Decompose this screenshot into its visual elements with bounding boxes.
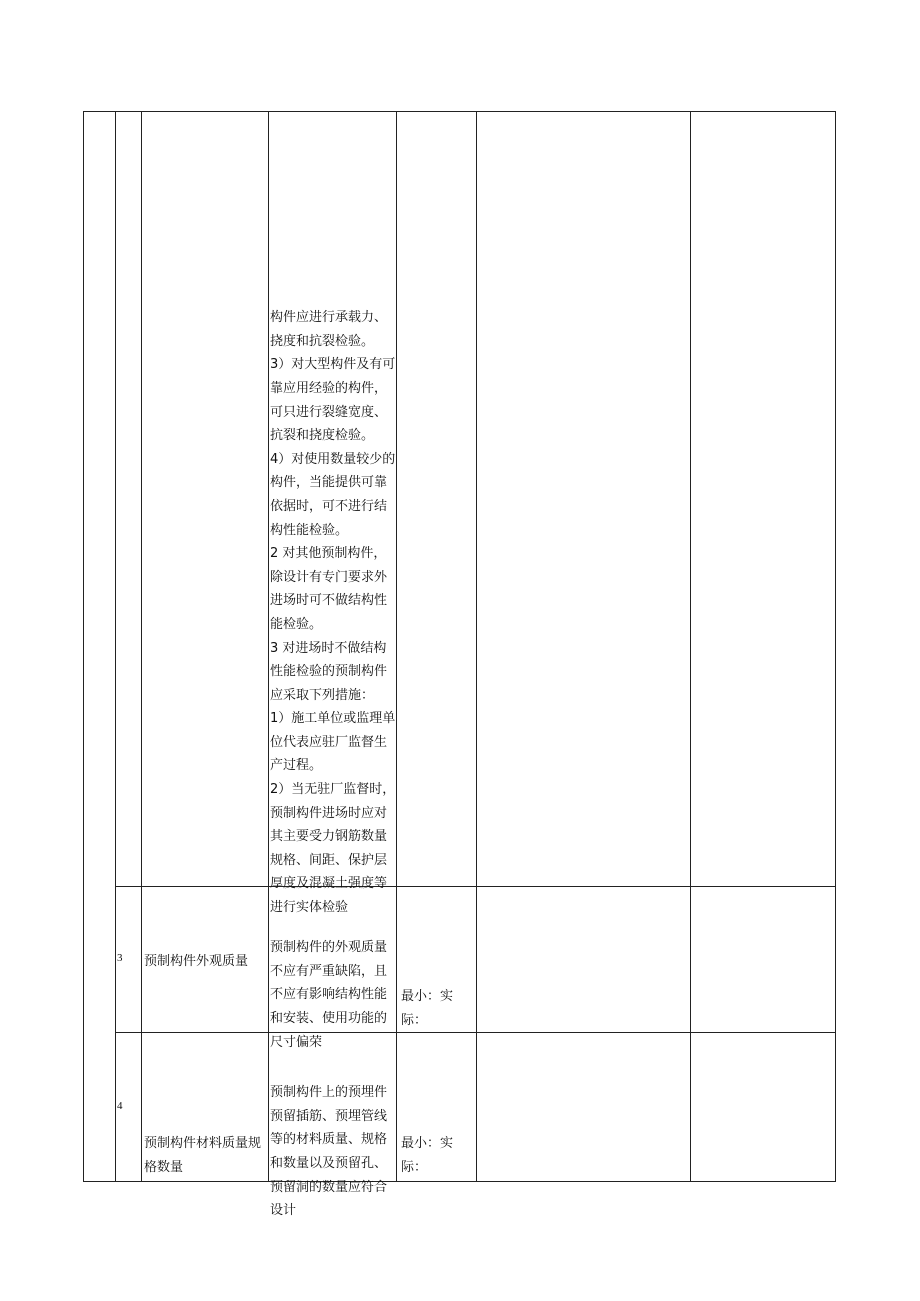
requirement-line: 可只进行裂缝宽度、 bbox=[270, 404, 388, 420]
requirement-line: 规格、间距、保护层 bbox=[270, 852, 388, 868]
requirement-line: 构性能检验。 bbox=[270, 522, 349, 538]
col-divider bbox=[141, 112, 142, 1181]
requirement-line: 预制构件上的预埋件 bbox=[270, 1085, 388, 1101]
requirement-line: 进场时可不做结构性 bbox=[270, 593, 388, 609]
row-number: 4 bbox=[117, 1100, 123, 1112]
col-divider bbox=[115, 112, 116, 1181]
requirement-line: 挠度和抗裂检验。 bbox=[270, 333, 375, 349]
requirement-line: 抗裂和挠度检验。 bbox=[270, 428, 375, 444]
col-divider bbox=[396, 112, 397, 1181]
requirement-line: 和安装、使用功能的 bbox=[270, 1010, 388, 1026]
requirement-line: 和数量以及预留孔、 bbox=[270, 1155, 388, 1171]
requirement-line: 设计 bbox=[270, 1203, 297, 1219]
requirement-line: 性能检验的预制构件 bbox=[270, 664, 388, 680]
sample-line: 最小：实 bbox=[401, 989, 454, 1005]
sample-line: 际： bbox=[401, 1159, 428, 1175]
requirement-line: 尺寸偏荣 bbox=[270, 1034, 323, 1050]
requirement-line: 不应有严重缺陷，且 bbox=[270, 963, 388, 979]
requirement-line: 构件，当能提供可靠 bbox=[270, 475, 388, 491]
requirement-line: 预制构件进场时应对 bbox=[270, 805, 388, 821]
requirement-line: 预留插筋、预埋管线 bbox=[270, 1108, 388, 1124]
col-divider bbox=[476, 112, 477, 1181]
col-divider bbox=[268, 112, 269, 1181]
sample-cell bbox=[401, 938, 453, 1080]
requirement-line: 依据时，可不进行结 bbox=[270, 498, 388, 514]
row-number: 3 bbox=[117, 952, 123, 964]
requirement-line: 预制构件的外观质量 bbox=[270, 940, 388, 956]
requirement-line: 不应有影响结构性能 bbox=[270, 987, 388, 1003]
requirement-line: 其主要受力钢筋数量 bbox=[270, 829, 388, 845]
row-divider bbox=[115, 886, 836, 887]
sample-line: 际： bbox=[401, 1012, 428, 1028]
sample-cell bbox=[401, 1085, 453, 1227]
requirement-line: 4）对使用数量较少的 bbox=[270, 451, 396, 467]
requirement-line: 位代表应驻厂监督生 bbox=[270, 734, 388, 750]
item-name bbox=[144, 1085, 261, 1227]
requirement-line: 应采取下列措施： bbox=[270, 687, 375, 703]
requirement-line: 3）对大型构件及有可 bbox=[270, 357, 396, 373]
requirement-line: 2）当无驻厂监督时， bbox=[270, 782, 396, 798]
requirement-cell bbox=[270, 1034, 387, 1270]
requirement-line: 2 对其他预制构件， bbox=[270, 546, 387, 562]
requirement-line: 1）施工单位或监理单 bbox=[270, 711, 396, 727]
requirement-line: 靠应用经验的构件， bbox=[270, 380, 388, 396]
requirement-line: 构件应进行承载力、 bbox=[270, 310, 388, 326]
sample-line: 最小：实 bbox=[401, 1136, 454, 1152]
requirement-line: 进行实体检验 bbox=[270, 900, 349, 916]
requirement-line: 3 对进场时不做结构 bbox=[270, 640, 387, 656]
requirement-line: 除设计有专门要求外 bbox=[270, 569, 388, 585]
requirement-cell-continued bbox=[270, 259, 395, 967]
requirement-line: 产过程。 bbox=[270, 758, 323, 774]
col-divider bbox=[690, 112, 691, 1181]
item-name: 预制构件外观质量 bbox=[144, 954, 249, 969]
item-line: 格数量 bbox=[144, 1159, 184, 1175]
row-divider bbox=[115, 1032, 836, 1033]
inspection-table bbox=[83, 111, 836, 1219]
item-line: 预制构件材料质量规 bbox=[144, 1136, 262, 1152]
requirement-line: 预留洞的数量应符合 bbox=[270, 1179, 388, 1195]
requirement-line: 等的材料质量、规格 bbox=[270, 1132, 388, 1148]
requirement-line: 能检验。 bbox=[270, 616, 323, 632]
requirement-line: 厚度及混凝土强度等 bbox=[270, 876, 388, 892]
